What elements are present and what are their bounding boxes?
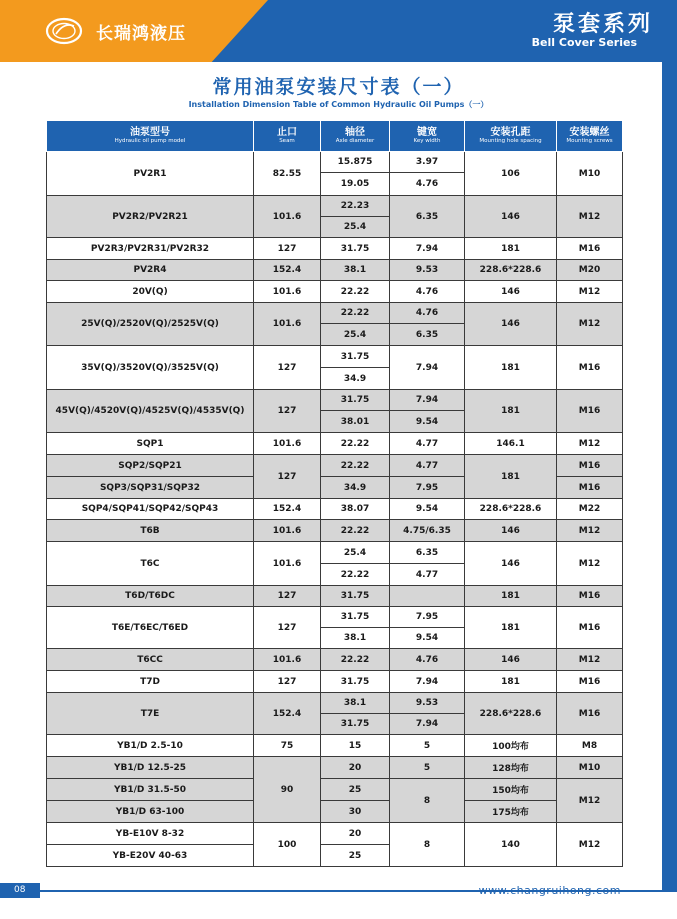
cell-axle: 19.05	[321, 173, 390, 196]
cell-spacing: 181	[465, 390, 557, 433]
cell-axle: 22.22	[321, 455, 390, 477]
table-row	[47, 238, 623, 260]
cell-spacing: 146	[465, 649, 557, 671]
cell-spacing: 146	[465, 196, 557, 238]
cell-axle: 38.07	[321, 499, 390, 520]
cell-key: 7.95	[390, 607, 465, 628]
cell-key: 4.75/6.35	[390, 520, 465, 542]
cell-key: 6.35	[390, 542, 465, 564]
cell-spacing: 181	[465, 455, 557, 499]
cell-model: 20V(Q)	[47, 281, 254, 303]
cell-key: 7.95	[390, 477, 465, 499]
cell-axle: 20	[321, 757, 390, 779]
cell-key: 9.54	[390, 628, 465, 649]
table-row	[47, 607, 623, 628]
table-title-cn: 常用油泵安装尺寸表（一）	[212, 76, 465, 98]
table-row	[47, 455, 623, 477]
cell-axle: 25.4	[321, 324, 390, 346]
cell-model: T7E	[47, 693, 254, 735]
header-axle-diameter: 轴径 Axle diameter	[321, 121, 390, 152]
cell-screw: M12	[557, 823, 623, 867]
cell-screw: M16	[557, 238, 623, 260]
cell-axle: 25.4	[321, 542, 390, 564]
cell-axle: 25.4	[321, 217, 390, 238]
cell-model: PV2R1	[47, 152, 254, 196]
cell-model: 25V(Q)/2520V(Q)/2525V(Q)	[47, 303, 254, 346]
cell-axle: 38.1	[321, 693, 390, 714]
cell-screw: M12	[557, 281, 623, 303]
cell-axle: 31.75	[321, 238, 390, 260]
cell-key: 7.94	[390, 671, 465, 693]
cell-key: 9.54	[390, 411, 465, 433]
cell-seam: 127	[254, 390, 321, 433]
cell-screw: M16	[557, 607, 623, 649]
cell-key: 7.94	[390, 390, 465, 411]
cell-model: YB1/D 31.5-50	[47, 779, 254, 801]
cell-key: 9.54	[390, 499, 465, 520]
cell-spacing: 128均布	[465, 757, 557, 779]
cell-key: 4.76	[390, 303, 465, 324]
table-row	[47, 801, 623, 823]
cell-seam: 100	[254, 823, 321, 867]
cell-seam: 101.6	[254, 649, 321, 671]
cell-axle: 38.01	[321, 411, 390, 433]
table-row	[47, 196, 623, 217]
cell-key: 7.94	[390, 714, 465, 735]
table-row	[47, 520, 623, 542]
cell-screw: M20	[557, 260, 623, 281]
cell-model: PV2R3/PV2R31/PV2R32	[47, 238, 254, 260]
cell-key: 5	[390, 757, 465, 779]
cell-spacing: 146.1	[465, 433, 557, 455]
cell-key: 3.97	[390, 152, 465, 173]
cell-seam: 101.6	[254, 303, 321, 346]
cell-screw: M12	[557, 520, 623, 542]
table-row	[47, 586, 623, 607]
cell-model: T7D	[47, 671, 254, 693]
cell-seam: 101.6	[254, 281, 321, 303]
table-row	[47, 390, 623, 411]
cell-screw: M16	[557, 693, 623, 735]
cell-key	[390, 586, 465, 607]
table-row	[47, 152, 623, 173]
cell-axle: 31.75	[321, 607, 390, 628]
cell-axle: 31.75	[321, 390, 390, 411]
cell-model: YB1/D 63-100	[47, 801, 254, 823]
cell-key: 6.35	[390, 324, 465, 346]
crh-logo-icon	[44, 16, 84, 46]
series-title-cn: 泵套系列	[552, 12, 653, 37]
cell-key: 5	[390, 735, 465, 757]
table-row	[47, 693, 623, 714]
side-accent-strip	[662, 62, 677, 890]
cell-screw: M16	[557, 477, 623, 499]
cell-key: 6.35	[390, 196, 465, 238]
cell-axle: 38.1	[321, 260, 390, 281]
cell-screw: M12	[557, 303, 623, 346]
page-header	[0, 0, 677, 62]
cell-axle: 15.875	[321, 152, 390, 173]
cell-axle: 30	[321, 801, 390, 823]
cell-axle: 20	[321, 823, 390, 845]
cell-model: T6C	[47, 542, 254, 586]
cell-spacing: 175均布	[465, 801, 557, 823]
cell-screw: M16	[557, 671, 623, 693]
cell-axle: 22.22	[321, 649, 390, 671]
cell-screw: M16	[557, 346, 623, 390]
cell-model: YB1/D 12.5-25	[47, 757, 254, 779]
cell-screw: M12	[557, 433, 623, 455]
cell-model: T6E/T6EC/T6ED	[47, 607, 254, 649]
cell-screw: M16	[557, 586, 623, 607]
cell-axle: 31.75	[321, 714, 390, 735]
cell-seam: 101.6	[254, 542, 321, 586]
cell-axle: 22.22	[321, 564, 390, 586]
cell-spacing: 181	[465, 671, 557, 693]
table-row	[47, 542, 623, 564]
cell-axle: 31.75	[321, 346, 390, 368]
cell-key: 4.76	[390, 281, 465, 303]
cell-screw: M22	[557, 499, 623, 520]
cell-axle: 38.1	[321, 628, 390, 649]
cell-axle: 15	[321, 735, 390, 757]
cell-axle: 22.23	[321, 196, 390, 217]
cell-key: 4.76	[390, 173, 465, 196]
cell-spacing: 228.6*228.6	[465, 693, 557, 735]
cell-spacing: 106	[465, 152, 557, 196]
cell-spacing: 181	[465, 238, 557, 260]
cell-model: T6B	[47, 520, 254, 542]
cell-model: T6D/T6DC	[47, 586, 254, 607]
cell-key: 9.53	[390, 260, 465, 281]
cell-spacing: 181	[465, 346, 557, 390]
cell-spacing: 150均布	[465, 779, 557, 801]
header-screws: 安装螺丝 Mounting screws	[557, 121, 623, 152]
brand-name: 长瑞鸿液压	[96, 24, 186, 44]
cell-spacing: 181	[465, 586, 557, 607]
cell-key: 8	[390, 779, 465, 823]
cell-model: T6CC	[47, 649, 254, 671]
cell-axle: 25	[321, 845, 390, 867]
cell-seam: 127	[254, 586, 321, 607]
cell-screw: M10	[557, 757, 623, 779]
cell-model: YB-E20V 40-63	[47, 845, 254, 867]
cell-spacing: 146	[465, 520, 557, 542]
cell-screw: M16	[557, 455, 623, 477]
cell-key: 7.94	[390, 238, 465, 260]
cell-seam: 152.4	[254, 499, 321, 520]
cell-seam: 127	[254, 238, 321, 260]
cell-screw: M12	[557, 196, 623, 238]
cell-model: PV2R4	[47, 260, 254, 281]
table-row	[47, 303, 623, 324]
cell-key: 8	[390, 823, 465, 867]
cell-axle: 31.75	[321, 586, 390, 607]
cell-axle: 34.9	[321, 477, 390, 499]
cell-seam: 127	[254, 346, 321, 390]
cell-seam: 75	[254, 735, 321, 757]
cell-seam: 127	[254, 607, 321, 649]
cell-model: PV2R2/PV2R21	[47, 196, 254, 238]
cell-screw: M8	[557, 735, 623, 757]
cell-model: SQP4/SQP41/SQP42/SQP43	[47, 499, 254, 520]
cell-spacing: 100均布	[465, 735, 557, 757]
cell-key: 4.77	[390, 564, 465, 586]
cell-spacing: 146	[465, 281, 557, 303]
header-key-width: 键宽 Key width	[390, 121, 465, 152]
table-row	[47, 281, 623, 303]
cell-axle: 22.22	[321, 303, 390, 324]
series-title-en: Bell Cover Series	[531, 36, 637, 49]
cell-model: YB-E10V 8-32	[47, 823, 254, 845]
dimension-table	[46, 120, 623, 867]
table-row	[47, 671, 623, 693]
cell-seam: 152.4	[254, 260, 321, 281]
cell-screw: M12	[557, 649, 623, 671]
cell-model: 35V(Q)/3520V(Q)/3525V(Q)	[47, 346, 254, 390]
cell-screw: M12	[557, 779, 623, 823]
cell-axle: 31.75	[321, 671, 390, 693]
cell-axle: 22.22	[321, 433, 390, 455]
cell-model: YB1/D 2.5-10	[47, 735, 254, 757]
cell-key: 9.53	[390, 693, 465, 714]
cell-model: 45V(Q)/4520V(Q)/4525V(Q)/4535V(Q)	[47, 390, 254, 433]
cell-spacing: 146	[465, 303, 557, 346]
cell-key: 4.76	[390, 649, 465, 671]
page-number: 08	[0, 883, 40, 898]
table-title-en: Installation Dimension Table of Common Hydraulic Oil Pumps（一）	[188, 100, 489, 109]
cell-seam: 82.55	[254, 152, 321, 196]
table-row	[47, 757, 623, 779]
cell-screw: M10	[557, 152, 623, 196]
cell-screw: M16	[557, 390, 623, 433]
cell-axle: 25	[321, 779, 390, 801]
cell-spacing: 181	[465, 607, 557, 649]
cell-axle: 22.22	[321, 281, 390, 303]
header-hole-spacing: 安装孔距 Mounting hole spacing	[465, 121, 557, 152]
cell-screw: M12	[557, 542, 623, 586]
cell-key: 4.77	[390, 433, 465, 455]
cell-seam: 101.6	[254, 433, 321, 455]
cell-model: SQP1	[47, 433, 254, 455]
cell-spacing: 146	[465, 542, 557, 586]
cell-axle: 22.22	[321, 520, 390, 542]
cell-spacing: 228.6*228.6	[465, 499, 557, 520]
cell-model: SQP3/SQP31/SQP32	[47, 477, 254, 499]
table-row	[47, 346, 623, 368]
cell-key: 7.94	[390, 346, 465, 390]
header-model: 油泵型号 Hydraulic oil pump model	[47, 121, 254, 152]
cell-seam: 90	[254, 757, 321, 823]
table-row	[47, 499, 623, 520]
cell-spacing: 228.6*228.6	[465, 260, 557, 281]
cell-model: SQP2/SQP21	[47, 455, 254, 477]
table-header-row	[47, 121, 623, 152]
website-link[interactable]: www.changruihong.com	[478, 884, 621, 897]
cell-seam: 127	[254, 671, 321, 693]
table-row	[47, 779, 623, 801]
cell-spacing: 140	[465, 823, 557, 867]
header-seam: 止口 Seam	[254, 121, 321, 152]
table-row	[47, 260, 623, 281]
cell-axle: 34.9	[321, 368, 390, 390]
cell-seam: 127	[254, 455, 321, 499]
table-row	[47, 735, 623, 757]
table-row	[47, 823, 623, 845]
cell-seam: 101.6	[254, 520, 321, 542]
cell-key: 4.77	[390, 455, 465, 477]
cell-seam: 152.4	[254, 693, 321, 735]
table-row	[47, 649, 623, 671]
table-row	[47, 433, 623, 455]
cell-seam: 101.6	[254, 196, 321, 238]
